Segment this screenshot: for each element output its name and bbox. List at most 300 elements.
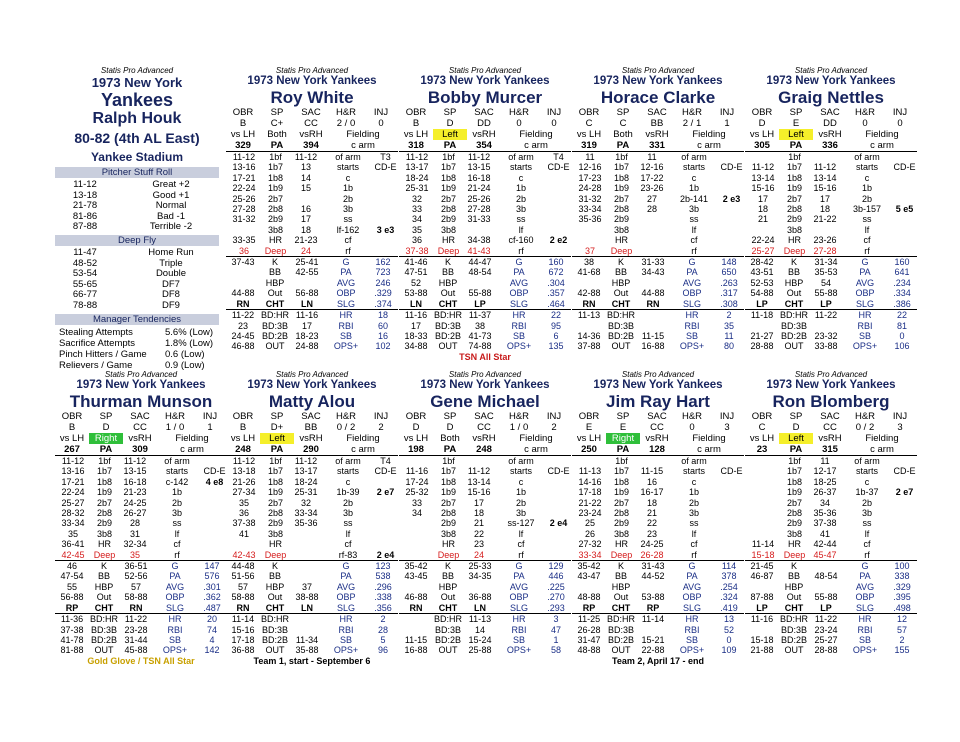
stat-cell: CHT bbox=[260, 603, 290, 614]
chart-cell: 11-12 bbox=[232, 152, 256, 162]
stat-cell: 11-16 bbox=[750, 614, 774, 625]
roll-result: Bad -1 bbox=[157, 210, 185, 222]
chart-cell: 13-14 bbox=[813, 172, 837, 183]
chart-cell: 13-17 bbox=[405, 162, 429, 173]
stat-cell: 22-88 bbox=[641, 645, 665, 656]
rating-value: B bbox=[68, 422, 76, 433]
chart-cell: 34 bbox=[411, 214, 422, 225]
pa-value: 394 bbox=[303, 140, 319, 151]
chart-cell: 1b8 bbox=[786, 172, 803, 183]
chart-cell: 1b9 bbox=[440, 183, 457, 194]
stat-cell: 11-14 bbox=[641, 614, 665, 625]
stat-cell: 24-45 bbox=[231, 330, 255, 341]
chart-cell: 23 bbox=[646, 528, 657, 539]
stat-cell: 16 bbox=[377, 330, 388, 341]
chart-cell bbox=[719, 246, 744, 257]
stat-cell: OPS+ bbox=[679, 645, 705, 656]
stat-cell: RBI bbox=[857, 624, 873, 635]
stat-cell: 26-28 bbox=[577, 624, 601, 635]
rating-value: D bbox=[446, 422, 454, 433]
chart-cell: cf bbox=[690, 235, 698, 246]
chart-cell: 36 bbox=[238, 508, 249, 519]
stat-cell: OUT bbox=[784, 341, 804, 352]
chart-cell: 11-14 bbox=[751, 539, 775, 550]
chart-cell bbox=[745, 529, 781, 539]
rating-label: H&R bbox=[508, 411, 530, 422]
chart-cell: 33-34 bbox=[61, 518, 85, 529]
chart-cell bbox=[745, 477, 781, 487]
stat-cell: 155 bbox=[894, 645, 910, 656]
stat-cell: 22 bbox=[896, 310, 907, 321]
rating-label: H&R bbox=[164, 411, 186, 422]
stat-cell: .374 bbox=[368, 299, 398, 310]
player-name: Horace Clarke bbox=[600, 88, 716, 107]
chart-cell: lf bbox=[518, 528, 524, 539]
chart-cell: 1b bbox=[515, 487, 526, 498]
chart-cell: 41 bbox=[238, 528, 249, 539]
stat-cell: SB bbox=[339, 634, 352, 645]
chart-cell bbox=[202, 539, 227, 549]
chart-cell: 11-16 bbox=[405, 466, 429, 477]
chart-cell: 21-22 bbox=[578, 497, 602, 508]
stat-cell: HBP bbox=[784, 277, 804, 288]
chart-cell: starts bbox=[336, 466, 359, 477]
pa-row bbox=[572, 444, 744, 456]
chart-cell: 2b7 bbox=[267, 497, 284, 508]
rating-value: C bbox=[758, 422, 766, 433]
pa-value: PA bbox=[270, 140, 284, 151]
player-name: Gene Michael bbox=[430, 392, 540, 411]
chart-cell: 3b8 bbox=[96, 528, 113, 539]
rating-value: 0 bbox=[378, 118, 384, 129]
split-row bbox=[55, 433, 227, 444]
stat-cell: HR bbox=[858, 310, 872, 321]
chart-cell: 25-31 bbox=[405, 183, 429, 194]
chart-cell: 1b7 bbox=[613, 162, 630, 173]
chart-cell: rf bbox=[496, 550, 546, 561]
chart-cell: cf bbox=[344, 235, 352, 246]
chart-cell: 1b bbox=[688, 183, 699, 194]
stat-cell: 35 bbox=[723, 320, 734, 331]
roll-range: 55-65 bbox=[72, 278, 98, 290]
chart-cell: 25-26 bbox=[232, 193, 256, 204]
stat-cell: SB bbox=[339, 330, 352, 341]
stat-cell: BD:2B bbox=[780, 634, 807, 645]
stat-cell: G bbox=[688, 257, 696, 268]
rating-label: H&R bbox=[335, 411, 357, 422]
stat-cell: 246 bbox=[375, 277, 391, 288]
stat-cell: CHT bbox=[779, 603, 809, 614]
rating-label: H&R bbox=[681, 107, 703, 118]
rating-label: INJ bbox=[892, 107, 908, 118]
stat-cell: .362 bbox=[203, 592, 221, 603]
chart-cell bbox=[719, 225, 744, 235]
stat-cell: CHT bbox=[779, 299, 809, 310]
roll-result: Home Run bbox=[148, 246, 194, 258]
chart-cell: rf bbox=[842, 246, 892, 257]
stat-cell: .308 bbox=[714, 299, 744, 310]
chart-cell: 17-18 bbox=[578, 487, 602, 498]
chart-cell: 11 bbox=[647, 152, 657, 162]
tendency-row bbox=[55, 327, 219, 338]
stat-cell: 100 bbox=[894, 561, 910, 572]
chart-cell bbox=[808, 225, 842, 235]
stat-cell: BD:3B bbox=[607, 320, 634, 331]
stat-cell: .301 bbox=[203, 581, 221, 592]
team-card bbox=[55, 66, 219, 371]
pa-value: 319 bbox=[581, 140, 597, 151]
chart-cell: T4 bbox=[380, 456, 391, 466]
rating-header-row bbox=[572, 107, 744, 118]
stat-cell: .293 bbox=[541, 603, 571, 614]
stat-cell: SB bbox=[512, 634, 525, 645]
pa-value: PA bbox=[99, 444, 113, 455]
stat-cell: 16-88 bbox=[404, 645, 428, 656]
stat-cell bbox=[290, 278, 324, 288]
vs-left-label: vs LH bbox=[403, 129, 429, 140]
stat-cell: BD:HR bbox=[433, 310, 462, 321]
chart-cell bbox=[202, 456, 227, 466]
chart-cell: 33-34 bbox=[572, 550, 608, 561]
chart-cell: of arm bbox=[854, 456, 880, 466]
stat-cell: RN bbox=[399, 603, 433, 614]
chart-cell: 1b bbox=[515, 183, 526, 194]
team-year-city: 1973 New York bbox=[91, 75, 183, 90]
tendency-row bbox=[55, 349, 219, 360]
chart-cell bbox=[635, 235, 669, 245]
pa-row bbox=[55, 444, 227, 456]
card-footnote: Team 2, April 17 - end bbox=[611, 655, 705, 666]
stat-cell bbox=[636, 278, 670, 288]
chart-cell: 2b bbox=[342, 497, 353, 508]
chart-cell: 1b8 bbox=[786, 476, 803, 487]
stat-cell: 21-45 bbox=[750, 561, 774, 572]
stat-cell: BD:HR bbox=[779, 614, 808, 625]
chart-cell: 24 bbox=[462, 550, 496, 561]
rating-header-row bbox=[226, 411, 398, 422]
stat-cell: .329 bbox=[374, 288, 392, 299]
stat-cell: 37-88 bbox=[577, 341, 601, 352]
fielding-label: Fielding bbox=[692, 433, 726, 444]
chart-cell: 1b8 bbox=[440, 476, 457, 487]
stat-cell: 22 bbox=[550, 310, 561, 321]
player-card bbox=[572, 370, 744, 666]
stat-cell: 109 bbox=[721, 645, 737, 656]
rating-label: SAC bbox=[820, 107, 840, 118]
rating-label: OBR bbox=[751, 411, 773, 422]
chart-cell: 18-25 bbox=[813, 476, 837, 487]
stat-cell: BB bbox=[268, 267, 281, 278]
stat-cell: BD:HR bbox=[260, 614, 289, 625]
chart-cell: 1b7 bbox=[96, 466, 113, 477]
stat-cell: BD:3B bbox=[90, 624, 117, 635]
stat-cell: RN bbox=[119, 603, 153, 614]
rating-value: B bbox=[239, 422, 247, 433]
rating-header-row bbox=[55, 411, 227, 422]
split-row bbox=[399, 129, 571, 140]
chart-cell: ss-127 bbox=[507, 518, 535, 529]
stat-cell: PA bbox=[859, 571, 871, 582]
chart-cell: 1bf bbox=[615, 152, 628, 162]
stat-cell: OBP bbox=[336, 288, 356, 299]
rating-value: 2 bbox=[378, 422, 384, 433]
rating-value: DD bbox=[823, 118, 837, 129]
stat-cell: RBI bbox=[167, 624, 183, 635]
chart-cell: Deep bbox=[608, 246, 635, 257]
stats-block bbox=[226, 561, 398, 656]
stat-cell: .263 bbox=[720, 277, 738, 288]
chart-cell bbox=[373, 204, 398, 214]
stat-cell: RP bbox=[636, 603, 670, 614]
stat-cell: 11-22 bbox=[231, 310, 255, 321]
chart-cell: 2b9 bbox=[440, 518, 457, 529]
chart-cell: ss bbox=[172, 518, 182, 529]
stat-cell: 11-22 bbox=[124, 614, 148, 625]
stat-cell: 41-73 bbox=[468, 330, 492, 341]
chart-cell: 1b7 bbox=[267, 162, 284, 173]
stat-cell: G bbox=[861, 257, 869, 268]
stat-cell: OUT bbox=[94, 645, 114, 656]
chart-cell: 31-32 bbox=[232, 214, 256, 225]
stat-cell bbox=[226, 278, 260, 288]
chart-cell: 15-18 bbox=[745, 550, 781, 561]
chart-cell: 3b bbox=[861, 508, 872, 519]
stat-cell: 21-88 bbox=[750, 645, 774, 656]
stat-cell: 576 bbox=[204, 571, 220, 582]
stat-cell: 36-51 bbox=[124, 561, 148, 572]
chart-cell bbox=[546, 477, 571, 487]
stat-cell: AVG bbox=[165, 581, 185, 592]
pa-row bbox=[226, 140, 398, 152]
chart-cell: starts bbox=[855, 162, 878, 173]
chart-cell: HR bbox=[269, 235, 282, 246]
stat-cell: 11-13 bbox=[577, 310, 601, 321]
vs-right-label: vsRH bbox=[645, 433, 669, 444]
rating-label: INJ bbox=[373, 411, 389, 422]
stat-cell: G bbox=[171, 561, 179, 572]
tendency-label: Stealing Attempts bbox=[59, 326, 133, 338]
rating-value: CC bbox=[304, 118, 318, 129]
player-card bbox=[745, 66, 917, 352]
pa-value: 329 bbox=[235, 140, 251, 151]
chart-cell: 25-26 bbox=[467, 193, 491, 204]
chart-cell bbox=[289, 539, 323, 549]
rating-header-row bbox=[399, 107, 571, 118]
chart-cell: CD-E bbox=[203, 466, 226, 477]
chart-cell: 31 bbox=[129, 528, 140, 539]
stats-block bbox=[745, 257, 917, 352]
chart-cell: 5 e5 bbox=[895, 204, 914, 215]
chart-cell bbox=[892, 477, 917, 487]
chart-cell: starts bbox=[682, 162, 705, 173]
rating-label: SAC bbox=[820, 411, 840, 422]
chart-cell: 36-41 bbox=[61, 539, 85, 550]
chart-cell: 13-14 bbox=[467, 476, 491, 487]
chart-cell bbox=[892, 225, 917, 235]
card-team-year: 1973 New York Yankees bbox=[420, 75, 550, 87]
chart-cell: 32 bbox=[411, 193, 422, 204]
chart-cell: rf bbox=[152, 550, 202, 561]
stat-cell: 129 bbox=[548, 561, 564, 572]
stat-cell: LN bbox=[463, 603, 497, 614]
pa-value: 23 bbox=[756, 444, 768, 455]
card-source: Statis Pro Advanced bbox=[275, 66, 349, 75]
stat-cell: .334 bbox=[893, 288, 911, 299]
rating-label: SAC bbox=[474, 107, 494, 118]
card-source: Statis Pro Advanced bbox=[621, 66, 695, 75]
stat-cell bbox=[290, 561, 324, 571]
chart-cell bbox=[719, 152, 744, 162]
chart-cell: 22 bbox=[473, 528, 484, 539]
stats-block bbox=[399, 561, 571, 656]
chart-cell: 16 bbox=[300, 204, 311, 215]
chart-cell bbox=[399, 529, 435, 539]
pa-value: PA bbox=[443, 140, 457, 151]
stat-cell bbox=[745, 582, 779, 592]
stat-cell: 11-34 bbox=[295, 634, 319, 645]
fielding-label: Fielding bbox=[692, 129, 726, 140]
chart-cell: 1b9 bbox=[613, 183, 630, 194]
chart-cell: 2b9 bbox=[267, 518, 284, 529]
chart-cell: 17 bbox=[757, 193, 768, 204]
chart-cell: 2b7 bbox=[96, 497, 113, 508]
chart-cell: 1bf bbox=[788, 456, 801, 466]
rating-value-row bbox=[226, 118, 398, 129]
card-footnote: Gold Glove / TSN All Star bbox=[87, 655, 195, 666]
stat-cell: 57 bbox=[896, 624, 907, 635]
stat-cell: 114 bbox=[721, 561, 737, 572]
chart-cell bbox=[719, 204, 744, 214]
stat-cell: 52 bbox=[723, 624, 734, 635]
stat-cell: RN bbox=[636, 299, 670, 310]
chart-cell: 35-36 bbox=[813, 508, 837, 519]
chart-cell: 3b bbox=[342, 204, 353, 215]
chart-cell bbox=[719, 518, 744, 528]
rating-header-row bbox=[399, 411, 571, 422]
stat-cell: AVG bbox=[509, 581, 529, 592]
chart-cell: 11-12 bbox=[294, 456, 318, 466]
chart-cell: 3b bbox=[171, 508, 182, 519]
chart-cell: lf bbox=[518, 224, 524, 235]
card-source: Statis Pro Advanced bbox=[794, 370, 868, 379]
roll-range: 81-86 bbox=[72, 210, 98, 222]
stat-cell: OUT bbox=[784, 645, 804, 656]
stat-cell: 162 bbox=[375, 257, 391, 268]
stat-cell: 25-27 bbox=[814, 634, 838, 645]
chart-cell: 13-14 bbox=[751, 172, 775, 183]
chart-cell: 27-28 bbox=[467, 204, 491, 215]
chart-cell: 18-24 bbox=[294, 476, 318, 487]
card-team-year: 1973 New York Yankees bbox=[420, 379, 550, 391]
stat-cell: 3 bbox=[553, 614, 559, 625]
stat-cell: 38 bbox=[583, 257, 594, 268]
chart-cell bbox=[546, 487, 571, 497]
stat-cell: 641 bbox=[894, 267, 910, 278]
chart-cell: 24-28 bbox=[578, 183, 602, 194]
stat-cell: .317 bbox=[720, 288, 738, 299]
chart-cell: 1b8 bbox=[96, 476, 113, 487]
stat-cell: 102 bbox=[375, 341, 391, 352]
stat-cell: 48-54 bbox=[468, 267, 492, 278]
chart-cell: 36 bbox=[411, 235, 422, 246]
chart-cell: starts bbox=[336, 162, 359, 173]
rating-value: 3 bbox=[897, 422, 903, 433]
pa-value: PA bbox=[789, 140, 803, 151]
stat-cell bbox=[636, 321, 670, 331]
stat-cell: 48-54 bbox=[814, 571, 838, 582]
chart-cell: 11-15 bbox=[640, 466, 664, 477]
stat-cell: K bbox=[271, 257, 278, 268]
rating-label: OBR bbox=[751, 107, 773, 118]
chart-cell bbox=[719, 456, 744, 466]
chart-cell: 25-31 bbox=[294, 487, 318, 498]
stat-cell: 43-45 bbox=[404, 571, 428, 582]
rating-label: SP bbox=[99, 411, 113, 422]
roll-result: Triple bbox=[159, 257, 183, 269]
chart-cell: 2b bbox=[861, 193, 872, 204]
stat-cell: CHT bbox=[433, 299, 463, 310]
chart-cell: 24 bbox=[289, 246, 323, 257]
stat-cell: 47-54 bbox=[60, 571, 84, 582]
stat-cell: 15-24 bbox=[468, 634, 492, 645]
stat-cell: .356 bbox=[368, 603, 398, 614]
roll-result: DF9 bbox=[162, 299, 180, 311]
rating-value: 2 / 1 bbox=[682, 118, 702, 129]
card-source: Statis Pro Advanced bbox=[104, 370, 178, 379]
player-card bbox=[399, 66, 571, 362]
tendency-value: 1.8% (Low) bbox=[165, 337, 214, 349]
chart-cell: 2b7 bbox=[440, 193, 457, 204]
rating-label: SP bbox=[616, 411, 630, 422]
stat-cell: 2 bbox=[726, 310, 732, 321]
stat-cell: 46-88 bbox=[404, 592, 428, 603]
stat-cell bbox=[463, 582, 497, 592]
chart-cell: lf bbox=[691, 528, 697, 539]
stat-cell: 74-88 bbox=[468, 341, 492, 352]
chart-cell: 36 bbox=[226, 246, 262, 257]
chart-cell: 21-26 bbox=[232, 476, 256, 487]
chart-cell: cf-160 bbox=[508, 235, 534, 246]
chart-cell: 1b7 bbox=[440, 466, 457, 477]
stat-cell bbox=[745, 321, 779, 331]
chart-cell bbox=[892, 508, 917, 518]
card-footnote: Team 1, start - September 6 bbox=[253, 655, 371, 666]
chart-cell bbox=[202, 508, 227, 518]
stat-cell: 37-43 bbox=[231, 257, 255, 268]
chart-cell: c bbox=[864, 476, 870, 487]
stat-cell: BB bbox=[614, 267, 627, 278]
stat-cell: 74 bbox=[206, 624, 217, 635]
rating-value: D bbox=[412, 422, 420, 433]
chart-cell bbox=[202, 487, 227, 497]
stat-cell: .419 bbox=[714, 603, 744, 614]
chart-cell bbox=[635, 456, 669, 466]
stat-cell: 36-88 bbox=[468, 592, 492, 603]
stat-cell: .304 bbox=[547, 277, 565, 288]
pitcher-stuff-table bbox=[55, 180, 219, 233]
chart-cell: 2b7 bbox=[786, 193, 803, 204]
stat-cell: 13 bbox=[723, 614, 734, 625]
stat-cell: BD:2B bbox=[607, 634, 634, 645]
rating-value-row bbox=[745, 422, 917, 433]
stat-cell: BD:3B bbox=[261, 624, 288, 635]
stat-cell: K bbox=[100, 561, 107, 572]
chart-cell: 2b bbox=[515, 193, 526, 204]
stat-cell: K bbox=[790, 561, 797, 572]
chart-cell: 3b bbox=[342, 508, 353, 519]
chart-cell: 1bf bbox=[98, 456, 111, 466]
stat-cell: RBI bbox=[338, 320, 354, 331]
